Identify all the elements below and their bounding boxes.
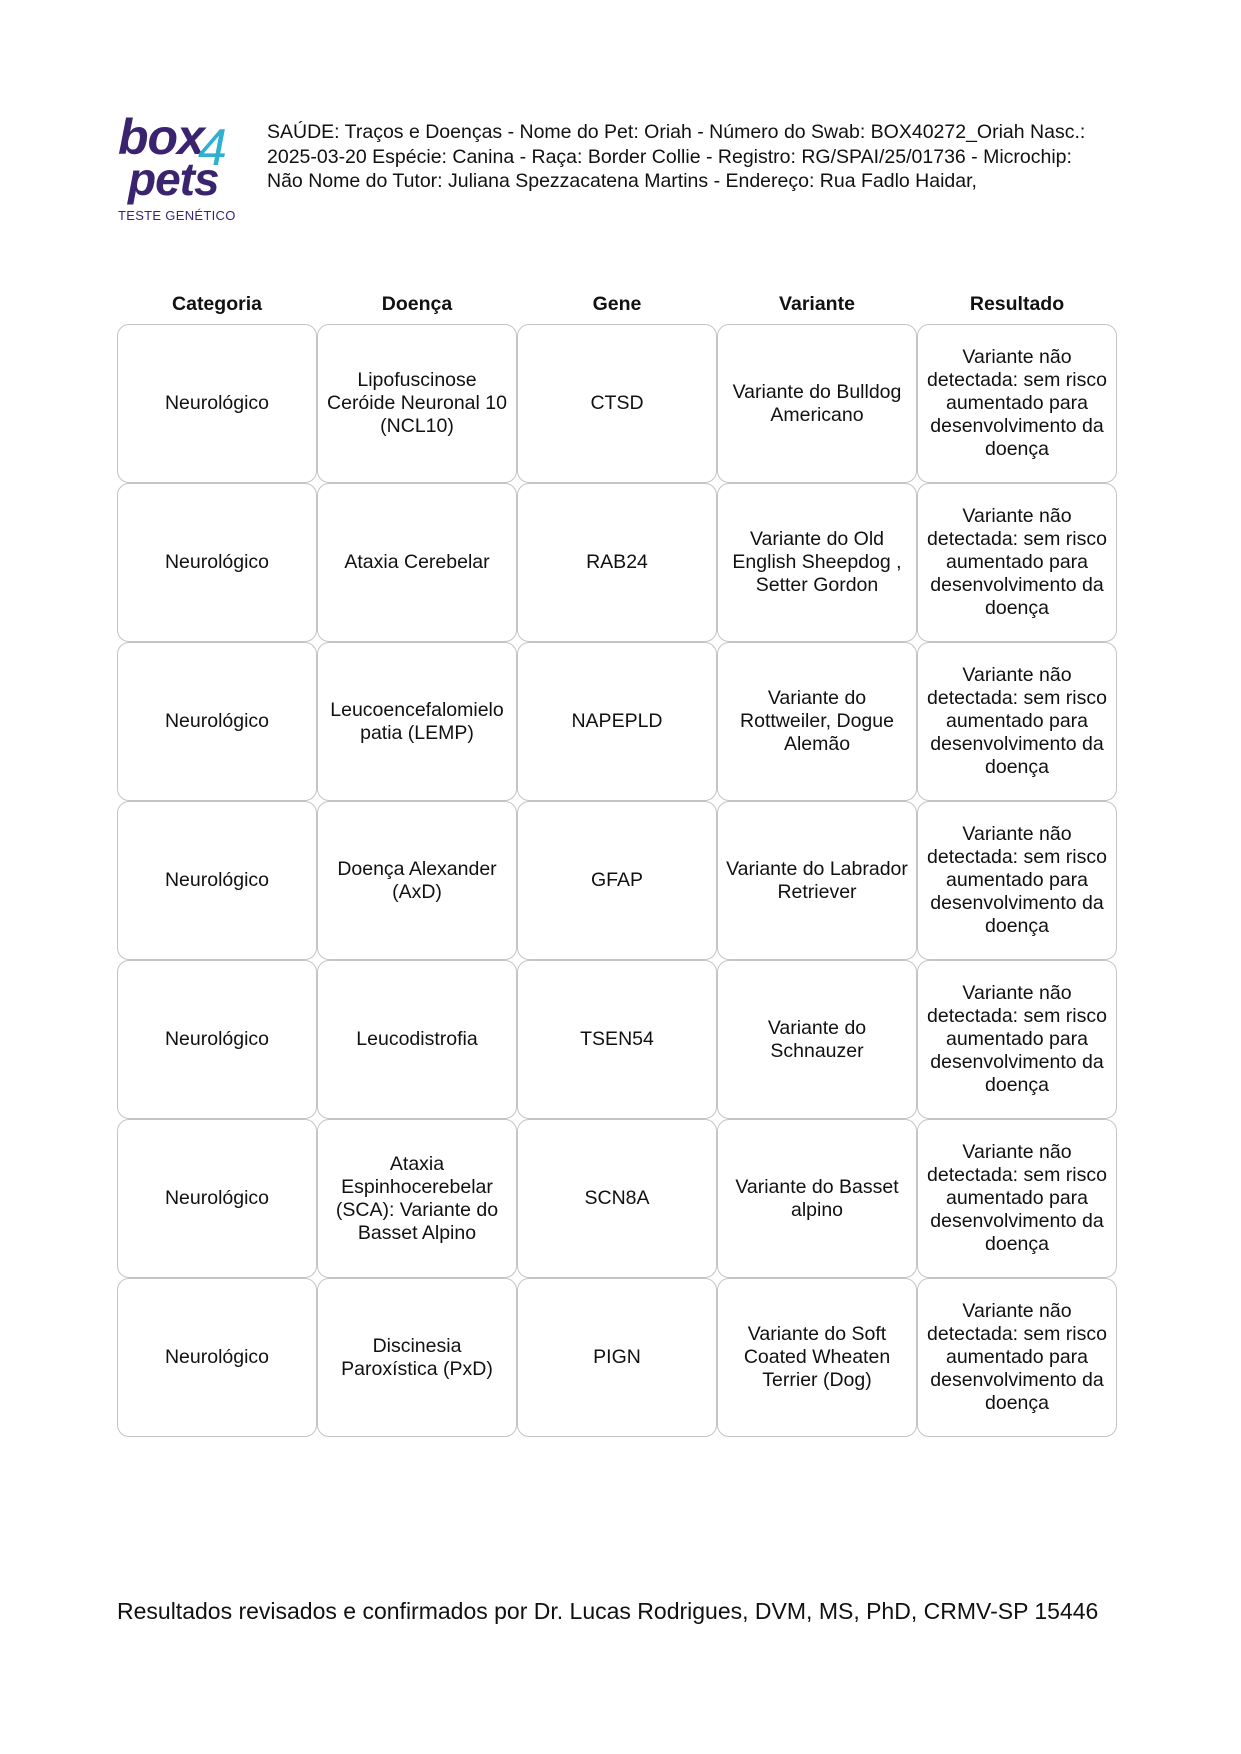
cell-categoria (117, 483, 317, 642)
logo-word-pets: pets (128, 153, 219, 205)
cell-gene (517, 324, 717, 483)
cell-categoria (117, 1119, 317, 1278)
table-body (117, 324, 1117, 1437)
table-row (117, 960, 1117, 1119)
cell-doenca (317, 642, 517, 801)
cell-doenca (317, 483, 517, 642)
cell-doenca-text: Ataxia Cerebelar (344, 551, 490, 573)
cell-resultado-text: Variante não detectada: sem risco aumentado para desenvolvimento da doença (927, 1300, 1107, 1414)
column-header-gene: Gene (592, 293, 642, 315)
cell-categoria (117, 1278, 317, 1437)
cell-categoria (117, 801, 317, 960)
cell-categoria (117, 324, 317, 483)
cell-gene (517, 1278, 717, 1437)
logo-digit-four: 4 (198, 119, 227, 177)
cell-gene-text: PIGN (593, 1346, 641, 1368)
column-header-resultado: Resultado (969, 293, 1065, 315)
cell-doenca (317, 324, 517, 483)
cell-variante (717, 1278, 917, 1437)
cell-resultado (917, 1278, 1117, 1437)
cell-doenca-text: Doença Alexander (AxD) (337, 857, 497, 903)
cell-resultado-text: Variante não detectada: sem risco aumentado para desenvolvimento da doença (927, 823, 1107, 937)
cell-resultado (917, 483, 1117, 642)
cell-variante (717, 642, 917, 801)
report-header-info: SAÚDE: Traços e Doenças - Nome do Pet: Oriah - Número do Swab: BOX40272_Oriah Nasc.: 2025-03-20 Espécie: Canina - Raça: Border Collie - Registro: RG/SPAI/25/01736 - Microchip: Não Nome do Tutor: Juliana Spezzacatena Martins - Endereço: Rua Fadlo Haidar, (267, 121, 1086, 192)
cell-doenca-text: Lipofuscinose Ceróide Neuronal 10 (NCL10) (327, 369, 507, 437)
table-row (117, 642, 1117, 801)
cell-resultado (917, 1119, 1117, 1278)
cell-gene-text: TSEN54 (580, 1028, 654, 1050)
cell-gene (517, 801, 717, 960)
logo-word-box: box (118, 109, 204, 165)
table-row (117, 1119, 1117, 1278)
cell-resultado-text: Variante não detectada: sem risco aumentado para desenvolvimento da doença (927, 1141, 1107, 1255)
cell-variante-text: Variante do Old English Sheepdog , Setter Gordon (732, 528, 902, 596)
cell-variante-text: Variante do Schnauzer (767, 1016, 867, 1062)
cell-doenca (317, 1119, 517, 1278)
review-footer: Resultados revisados e confirmados por Dr. Lucas Rodrigues, DVM, MS, PhD, CRMV-SP 15446 (117, 1598, 1099, 1624)
box4pets-logo (114, 109, 236, 226)
cell-categoria-text: Neurológico (164, 551, 270, 573)
cell-gene (517, 960, 717, 1119)
cell-categoria-text: Neurológico (164, 869, 270, 891)
cell-variante-text: Variante do Rottweiler, Dogue Alemão (740, 687, 894, 755)
cell-gene (517, 642, 717, 801)
cell-categoria-text: Neurológico (164, 1346, 270, 1368)
cell-categoria-text: Neurológico (164, 710, 270, 732)
cell-gene-text: NAPEPLD (571, 710, 663, 732)
cell-doenca-text: Leucoencefalomielo patia (LEMP) (330, 698, 504, 744)
cell-doenca (317, 801, 517, 960)
cell-doenca (317, 1278, 517, 1437)
cell-resultado (917, 960, 1117, 1119)
table-row (117, 483, 1117, 642)
logo-subtitle: TESTE GENÉTICO (118, 208, 236, 223)
cell-categoria (117, 960, 317, 1119)
cell-categoria (117, 642, 317, 801)
cell-doenca (317, 960, 517, 1119)
cell-gene-text: GFAP (590, 869, 644, 891)
cell-variante (717, 1119, 917, 1278)
table-row (117, 324, 1117, 483)
cell-gene (517, 1119, 717, 1278)
cell-resultado-text: Variante não detectada: sem risco aumentado para desenvolvimento da doença (927, 505, 1107, 619)
cell-gene-text: CTSD (590, 392, 644, 414)
cell-categoria-text: Neurológico (164, 392, 270, 414)
cell-gene-text: SCN8A (584, 1187, 650, 1209)
table-header (117, 284, 1117, 324)
cell-resultado-text: Variante não detectada: sem risco aumentado para desenvolvimento da doença (927, 346, 1107, 460)
cell-categoria-text: Neurológico (164, 1028, 270, 1050)
cell-variante (717, 960, 917, 1119)
cell-variante (717, 801, 917, 960)
cell-resultado (917, 642, 1117, 801)
table-row (117, 801, 1117, 960)
cell-gene-text: RAB24 (586, 551, 648, 573)
cell-variante-text: Variante do Labrador Retriever (726, 857, 908, 903)
cell-categoria-text: Neurológico (164, 1187, 270, 1209)
cell-variante-text: Variante do Bulldog Americano (732, 380, 902, 426)
cell-doenca-text: Leucodistrofia (356, 1028, 478, 1050)
column-header-doenca: Doença (381, 293, 453, 315)
cell-resultado (917, 801, 1117, 960)
cell-variante-text: Variante do Basset alpino (735, 1175, 899, 1221)
column-header-variante: Variante (779, 293, 855, 315)
cell-resultado-text: Variante não detectada: sem risco aumentado para desenvolvimento da doença (927, 982, 1107, 1096)
cell-doenca-text: Discinesia Paroxística (PxD) (341, 1334, 493, 1380)
cell-resultado (917, 324, 1117, 483)
cell-gene (517, 483, 717, 642)
cell-variante-text: Variante do Soft Coated Wheaten Terrier (Dog) (743, 1323, 891, 1391)
table-row (117, 1278, 1117, 1437)
cell-doenca-text: Ataxia Espinhocerebelar (SCA): Variante do Basset Alpino (335, 1152, 499, 1244)
cell-resultado-text: Variante não detectada: sem risco aumentado para desenvolvimento da doença (927, 664, 1107, 778)
cell-variante (717, 324, 917, 483)
column-header-categoria: Categoria (172, 293, 262, 315)
results-table (117, 284, 1117, 1437)
cell-variante (717, 483, 917, 642)
